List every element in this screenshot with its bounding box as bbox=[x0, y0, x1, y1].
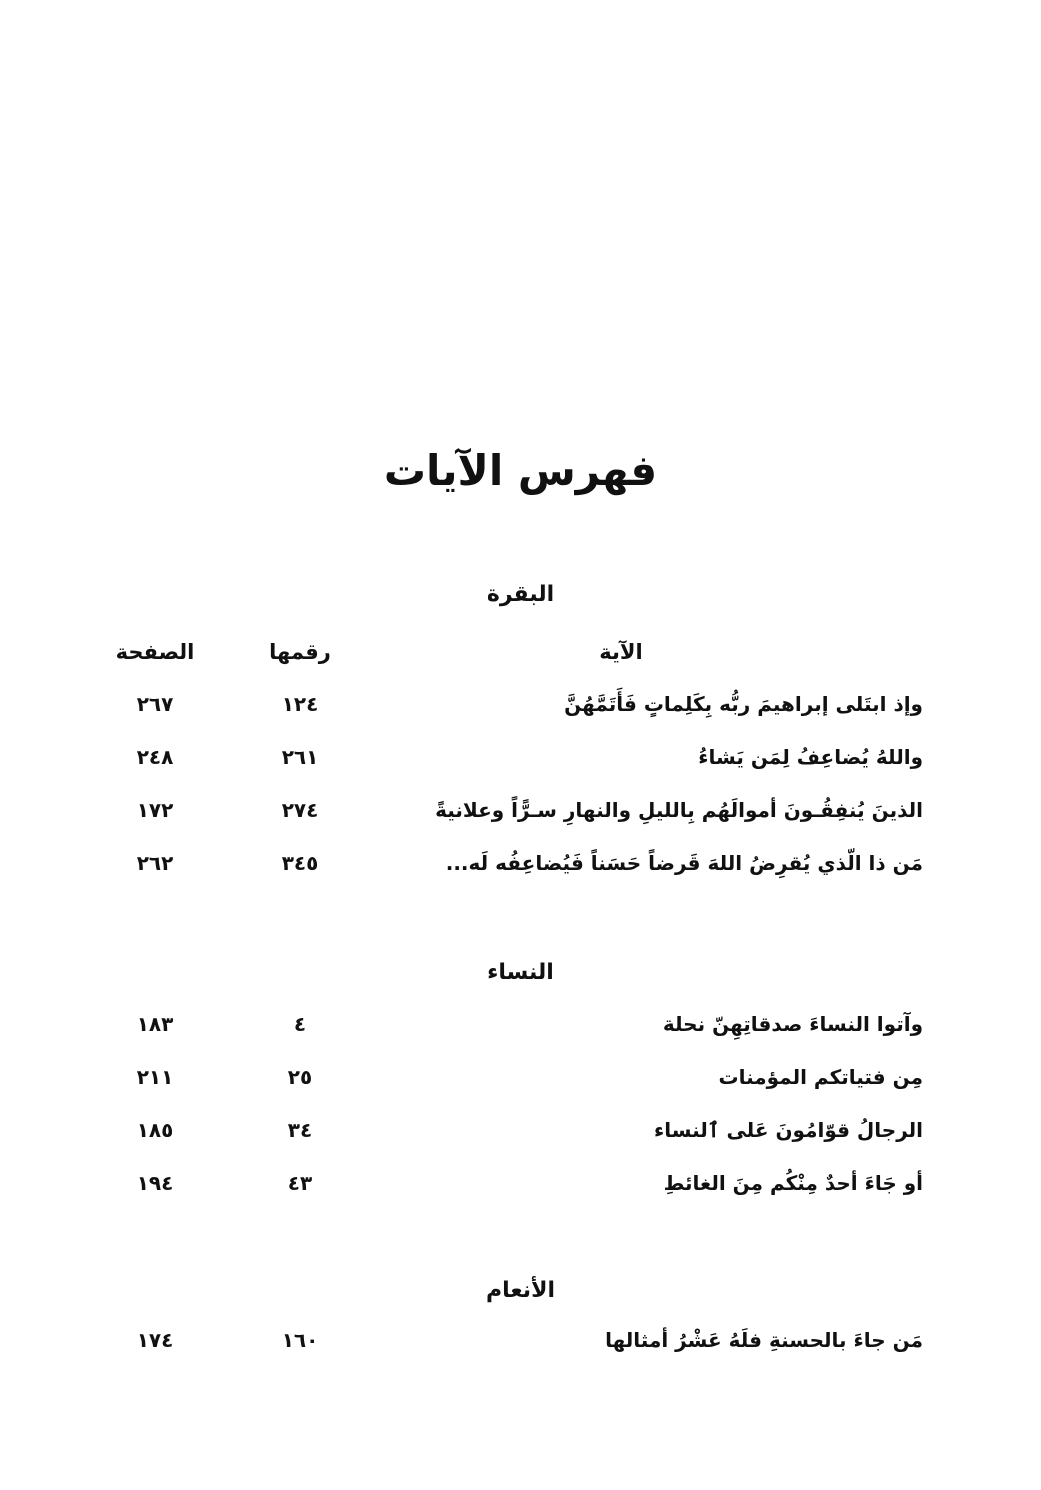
ayah-number: ٤٣ bbox=[287, 1171, 313, 1195]
index-row bbox=[0, 1171, 1041, 1207]
index-row bbox=[0, 851, 1041, 887]
column-header-ayah: الآية bbox=[599, 640, 643, 664]
index-row bbox=[0, 1328, 1041, 1364]
ayah-text: وآتوا النساءَ صدقاتِهِنّ نحلة bbox=[662, 1012, 923, 1036]
index-row bbox=[0, 1065, 1041, 1101]
column-header-number: رقمها bbox=[269, 640, 331, 664]
ayah-text: الرجالُ قوّامُونَ عَلى ٱلنساء bbox=[654, 1118, 923, 1142]
ayah-text: مِن فتياتكم المؤمنات bbox=[718, 1065, 923, 1089]
column-header-page: الصفحة bbox=[115, 640, 195, 664]
column-header-row bbox=[0, 640, 1041, 676]
ayah-number: ٣٤٥ bbox=[281, 851, 319, 875]
ayah-number: ٤ bbox=[293, 1012, 307, 1036]
surah-heading: النساء bbox=[487, 960, 554, 985]
surah-heading: الأنعام bbox=[486, 1278, 555, 1303]
surah-heading: البقرة bbox=[486, 582, 555, 607]
page-number: ١٧٢ bbox=[136, 798, 174, 822]
ayah-number: ١٢٤ bbox=[281, 692, 319, 716]
index-row bbox=[0, 692, 1041, 728]
ayah-text: الذينَ يُنفِقُـونَ أموالَهُم بِالليلِ والنهارِ سـرًّاً وعلانيةً bbox=[435, 798, 923, 822]
page-number: ٢١١ bbox=[136, 1065, 174, 1089]
page-number: ٢٦٢ bbox=[136, 851, 174, 875]
index-row bbox=[0, 745, 1041, 781]
ayah-number: ٢٦١ bbox=[281, 745, 319, 769]
ayah-text: مَن ذا الّذي يُقرِضُ اللهَ قَرضاً حَسَناً فَيُضاعِفُه لَه... bbox=[445, 851, 923, 875]
ayah-text: وإذ ابتَلى إبراهيمَ ربُّه بِكَلِماتٍ فَأَتَمَّهُنَّ bbox=[564, 692, 923, 716]
page-title: فهرس الآيات bbox=[383, 446, 658, 495]
ayah-number: ٢٧٤ bbox=[281, 798, 319, 822]
index-row bbox=[0, 1118, 1041, 1154]
page-number: ١٨٣ bbox=[136, 1012, 174, 1036]
page-number: ١٨٥ bbox=[136, 1118, 174, 1142]
ayah-text: مَن جاءَ بالحسنةِ فلَهُ عَشْرُ أمثالها bbox=[605, 1328, 923, 1352]
index-row bbox=[0, 1012, 1041, 1048]
ayah-text: أو جَاءَ أحدٌ مِنْكُم مِنَ الغائطِ bbox=[663, 1171, 923, 1195]
ayah-number: ٣٤ bbox=[287, 1118, 313, 1142]
page-number: ١٧٤ bbox=[136, 1328, 174, 1352]
ayah-text: واللهُ يُضاعِفُ لِمَن يَشاءُ bbox=[698, 745, 923, 769]
index-row bbox=[0, 798, 1041, 834]
page-number: ١٩٤ bbox=[136, 1171, 174, 1195]
ayah-number: ٢٥ bbox=[287, 1065, 313, 1089]
page-number: ٢٤٨ bbox=[136, 745, 174, 769]
ayah-number: ١٦٠ bbox=[281, 1328, 319, 1352]
page-number: ٢٦٧ bbox=[136, 692, 174, 716]
